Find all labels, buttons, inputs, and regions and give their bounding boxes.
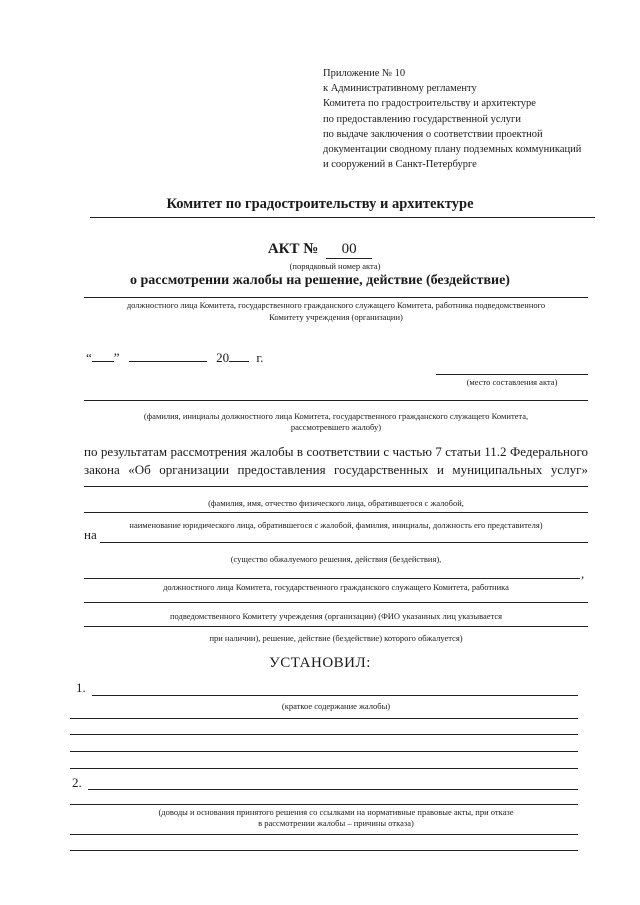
appendix-line: по выдаче заключения о соответствии проектной: [323, 128, 543, 140]
legal-entity-caption: наименование юридического лица, обратившегося с жалобой, фамилия, инициалы, должность его представителя): [129, 520, 543, 530]
place-line: [436, 374, 588, 375]
fill-line: [92, 695, 578, 696]
fill-line: [100, 542, 588, 543]
summary-caption: (краткое содержание жалобы): [281, 701, 391, 711]
item-number-1: 1.: [76, 680, 86, 695]
fill-line: [70, 804, 578, 805]
official-caption-5: при наличии), решение, действие (бездействие) которого обжалуется): [209, 633, 463, 643]
official-caption-4: подведомственного Комитету учреждения (организации) (ФИО указанных лиц указывается: [169, 611, 503, 621]
committee-name: Комитет по градостроительству и архитектуре: [166, 196, 474, 212]
reviewer-caption-2: рассмотревшего жалобу): [290, 422, 382, 432]
comma: ,: [581, 566, 585, 581]
fill-line: [70, 834, 578, 835]
fill-line: [70, 751, 578, 752]
appendix-line: к Административному регламенту: [323, 83, 477, 95]
official-caption-2: Комитету учреждения (организации): [269, 312, 403, 322]
complainant-caption: (фамилия, имя, отчество физического лица, обратившегося с жалобой,: [208, 498, 464, 508]
act-number-caption: (порядковый номер акта): [289, 261, 381, 271]
reviewer-caption-1: (фамилия, инициалы должностного лица Комитета, государственного гражданского служащего Комитета,: [143, 411, 529, 421]
fill-line: [84, 512, 588, 513]
act-subtitle: о рассмотрении жалобы на решение, действие (бездействие): [130, 273, 510, 288]
established-heading: УСТАНОВИЛ:: [269, 655, 371, 671]
item-number-2: 2.: [72, 775, 82, 790]
place-caption: (место составления акта): [466, 377, 558, 387]
fill-line: [84, 626, 588, 627]
appendix-line: Комитета по градостроительству и архитектуре: [323, 98, 536, 110]
fill-line: [84, 578, 580, 579]
act-label: АКТ №: [267, 241, 319, 257]
appendix-line: по предоставлению государственной услуги: [323, 113, 521, 125]
paragraph-line-2: закона «Об организации предоставления государственных и муниципальных услуг»: [84, 462, 588, 477]
fill-line: [84, 297, 588, 298]
official-caption-3: должностного лица Комитета, государственного гражданского служащего Комитета, работника: [163, 582, 509, 592]
date-row: [86, 350, 263, 366]
appendix-block: [323, 66, 623, 172]
fill-line: [70, 718, 578, 719]
on-label: на: [84, 527, 97, 542]
fill-line: [84, 602, 588, 603]
date-year-prefix: 20: [216, 350, 230, 365]
appendix-line: документации сводному плану подземных коммуникаций: [323, 144, 582, 156]
paragraph-line-1: по результатам рассмотрения жалобы в соответствии с частью 7 статьи 11.2 Федерального: [84, 444, 588, 459]
appendix-line: Приложение № 10: [323, 68, 406, 79]
official-caption-1: должностного лица Комитета, государственного гражданского служащего Комитета, работника подведомственного: [126, 300, 546, 310]
date-quote-close: ”: [113, 350, 120, 365]
fill-line: [84, 400, 588, 401]
arguments-caption-2: в рассмотрении жалобы – причины отказа): [258, 818, 414, 828]
fill-line: [84, 486, 588, 487]
arguments-caption-1: (доводы и основания принятого решения со ссылками на нормативные правовые акты, при отказе: [158, 807, 514, 817]
fill-line: [88, 789, 578, 790]
fill-line: [70, 850, 578, 851]
date-year-suffix: г.: [256, 350, 264, 365]
act-title: [0, 241, 640, 259]
appendix-line: и сооружений в Санкт-Петербурге: [323, 159, 477, 171]
fill-line: [70, 768, 578, 769]
essence-caption: (существо обжалуемого решения, действия (бездействия),: [230, 554, 442, 564]
fill-line: [70, 734, 578, 735]
date-quote-open: “: [86, 350, 92, 365]
committee-underline: [90, 217, 595, 218]
act-number: 00: [326, 241, 372, 259]
